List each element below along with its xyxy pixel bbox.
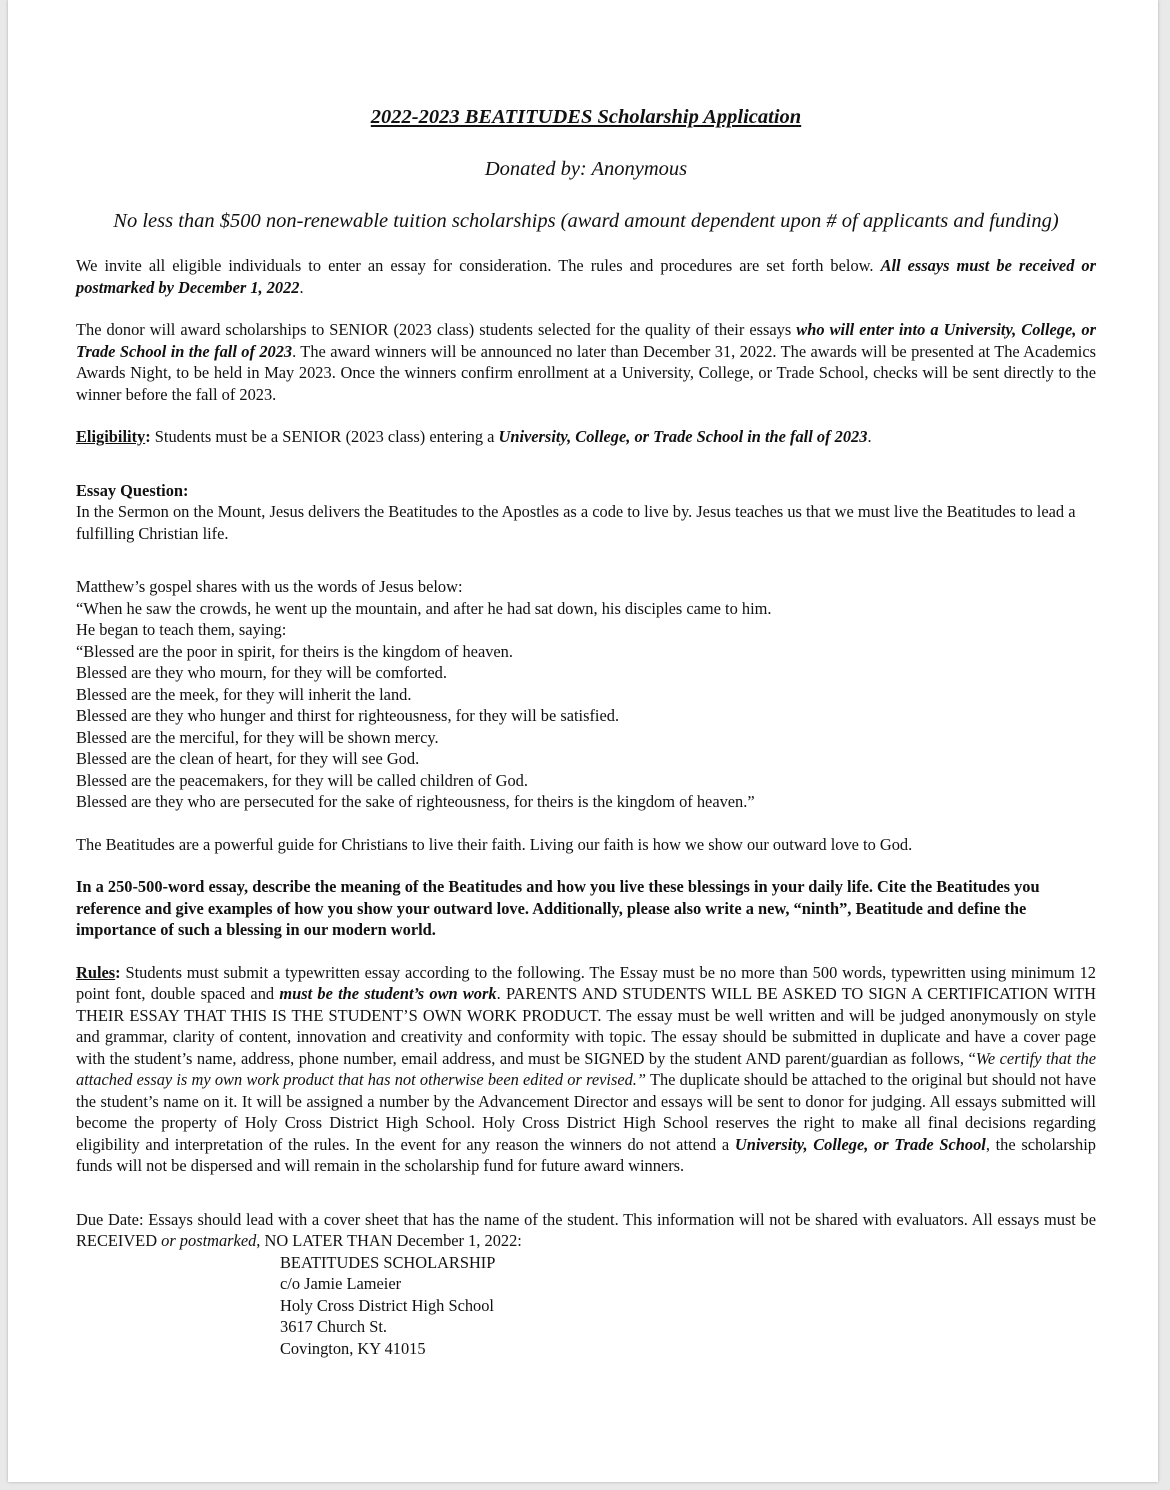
gospel-quote bbox=[76, 576, 1096, 813]
document-content bbox=[76, 104, 1096, 1359]
award-emphasis: who will enter into a University, College, or Trade School in the fall of 2023 bbox=[76, 320, 1096, 361]
gospel-line: Blessed are they who mourn, for they will be comforted. bbox=[76, 663, 447, 682]
gospel-line: “Blessed are the poor in spirit, for theirs is the kingdom of heaven. bbox=[76, 641, 513, 661]
essay-question-text: In the Sermon on the Mount, Jesus delivers the Beatitudes to the Apostles as a code to live by. Jesus teaches us that we must live the Beatitudes to lead a fulfilling Christian life. bbox=[76, 502, 1076, 543]
address-line: Holy Cross District High School bbox=[280, 1295, 494, 1315]
donated-by: Donated by: Anonymous bbox=[484, 158, 688, 180]
document-title: 2022-2023 BEATITUDES Scholarship Application bbox=[370, 106, 802, 128]
mailing-address bbox=[280, 1252, 1096, 1360]
intro-paragraph: We invite all eligible individuals to enter an essay for consideration. The rules and procedures are set forth below. All essays must be received or postmarked by December 1, 2022. bbox=[76, 256, 1096, 297]
essay-question-heading: Essay Question: bbox=[76, 480, 189, 500]
rules-paragraph: Rules: Students must submit a typewritten essay according to the following. The Essay must be no more than 500 words, typewritten using minimum 12 point font, double spaced and must be the student’s own work. PARENTS AND STUDENTS WILL BE ASKED TO SIGN A CERTIFICATION WITH THEIR ESSAY THAT THIS IS THE STUDENT’S OWN WORK PRODUCT. The essay must be well written and will be judged anonymously on style and grammar, clarity of content, innovation and creativity and conformity with topic. The essay should be submitted in duplicate and have a cover page with the student’s name, address, phone number, email address, and must be SIGNED by the student AND parent/guardian as follows, “We certify that the attached essay is my own work product that has not otherwise been edited or revised.” The duplicate should be attached to the original but should not have the student’s name on it. It will be assigned a number by the Advancement Director and essays will be sent to donor for judging. All essays submitted will become the property of Holy Cross District High School. Holy Cross District High School reserves the right to make all final decisions regarding eligibility and interpretation of the rules. In the event for any reason the winners do not attend a University, College, or Trade School, the scholarship funds will not be dispersed and will remain in the scholarship fund for future award winners. bbox=[76, 962, 1097, 1175]
essay-prompt: In a 250-500-word essay, describe the meaning of the Beatitudes and how you live these blessings in your daily life. Cite the Beatitudes you reference and give examples of how you show your outward love. Additionally, please also write a new, “ninth”, Beatitude and define the importance of such a blessing in our modern world. bbox=[76, 877, 1040, 939]
address-line: 3617 Church St. bbox=[280, 1317, 387, 1336]
document-page bbox=[8, 0, 1158, 1482]
eligibility-paragraph: Eligibility: Students must be a SENIOR (2023 class) entering a University, College, or Trade School in the fall of 2023. bbox=[76, 427, 872, 446]
rules-label: Rules bbox=[76, 962, 116, 982]
gospel-line: Matthew’s gospel shares with us the words of Jesus below: bbox=[76, 577, 463, 596]
certification-statement: We certify that the attached essay is my own work product that has not otherwise been edited or revised.” bbox=[76, 1048, 1096, 1089]
intro-deadline: All essays must be received or postmarked by December 1, 2022 bbox=[76, 256, 1096, 297]
guide-paragraph: The Beatitudes are a powerful guide for Christians to live their faith. Living our faith is how we show our outward love to God. bbox=[76, 834, 913, 854]
gospel-line: He began to teach them, saying: bbox=[76, 620, 287, 639]
gospel-line: Blessed are they who hunger and thirst for righteousness, for they will be satisfied. bbox=[76, 706, 620, 725]
eligibility-emphasis: University, College, or Trade School in the fall of 2023 bbox=[498, 427, 868, 446]
address-line: Covington, KY 41015 bbox=[280, 1338, 426, 1358]
address-line: BEATITUDES SCHOLARSHIP bbox=[280, 1252, 496, 1272]
scholarship-amount: No less than $500 non-renewable tuition scholarships (award amount dependent upon # of applicants and funding) bbox=[113, 210, 1059, 232]
gospel-line: “When he saw the crowds, he went up the mountain, and after he had sat down, his disciples came to him. bbox=[76, 598, 772, 618]
eligibility-label: Eligibility bbox=[76, 427, 146, 446]
essay-question-section bbox=[76, 480, 1096, 545]
gospel-line: Blessed are the merciful, for they will be shown mercy. bbox=[76, 727, 439, 747]
due-date-paragraph: Due Date: Essays should lead with a cover sheet that has the name of the student. This information will not be shared with evaluators. All essays must be RECEIVED or postmarked, NO LATER THAN December 1, 2022: bbox=[76, 1209, 1096, 1250]
gospel-line: Blessed are the meek, for they will inherit the land. bbox=[76, 684, 412, 704]
gospel-line: Blessed are the peacemakers, for they will be called children of God. bbox=[76, 770, 528, 790]
address-line: c/o Jamie Lameier bbox=[280, 1274, 402, 1293]
gospel-line: Blessed are they who are persecuted for the sake of righteousness, for theirs is the kingdom of heaven.” bbox=[76, 792, 755, 811]
award-paragraph: The donor will award scholarships to SENIOR (2023 class) students selected for the quality of their essays who will enter into a University, College, or Trade School in the fall of 2023. The award winners will be announced no later than December 31, 2022. The awards will be presented at The Academics Awards Night, to be held in May 2023. Once the winners confirm enrollment at a University, College, or Trade School, checks will be sent directly to the winner before the fall of 2023. bbox=[76, 320, 1096, 404]
gospel-line: Blessed are the clean of heart, for they will see God. bbox=[76, 749, 420, 768]
